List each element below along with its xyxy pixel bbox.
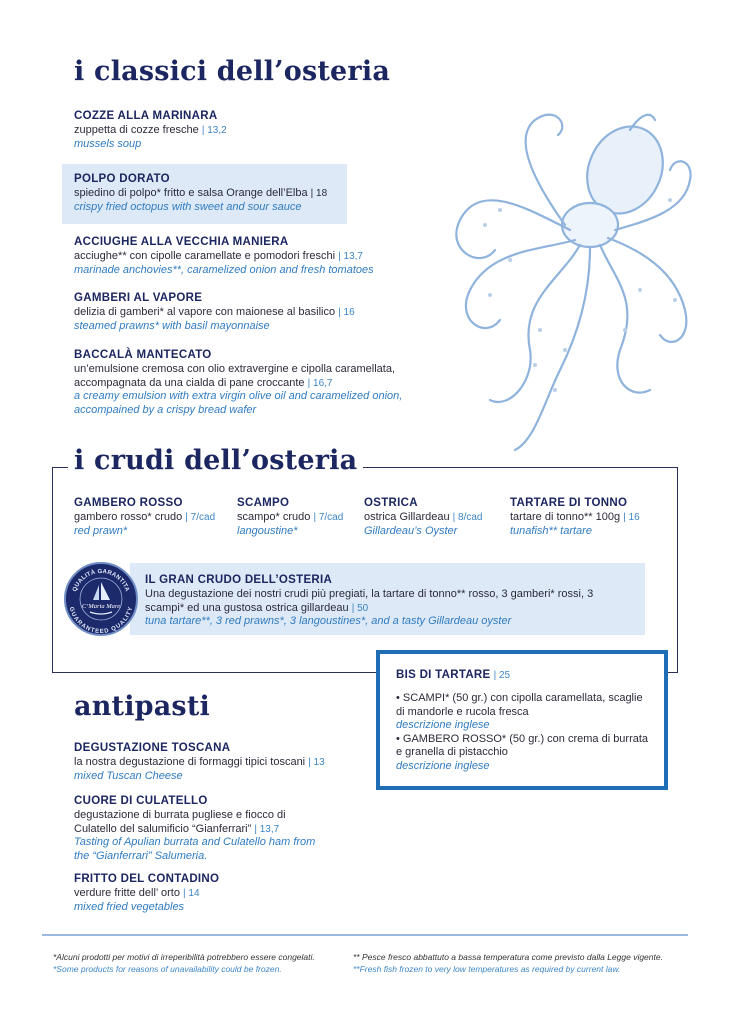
frame-left-line bbox=[52, 467, 53, 672]
item-price: | 25 bbox=[493, 670, 511, 681]
item-english: descrizione inglese bbox=[396, 719, 490, 732]
frame-bottom-line-right bbox=[668, 672, 678, 673]
item-desc: gambero rosso* crudo bbox=[74, 511, 183, 523]
item-desc: • SCAMPI* (50 gr.) con cipolla caramellata, scaglie di mandorle e rucola fresca bbox=[396, 692, 643, 718]
item-english: Tasting of Apulian burrata and Culatello ham from the “Gianferrari” Salumeria. bbox=[74, 836, 316, 862]
footnote-it: ** Pesce fresco abbattuto a bassa temperatura come previsto dalla Legge vigente. bbox=[353, 952, 663, 962]
item-desc: tartare di tonno** 100g bbox=[510, 511, 621, 523]
item-english: a creamy emulsion with extra virgin olive oil and caramelized onion, accompained by a crispy bread wafer bbox=[74, 390, 403, 416]
item-name: ACCIUGHE ALLA VECCHIA MANIERA bbox=[74, 236, 289, 248]
item-desc: ostrica Gillardeau bbox=[364, 511, 450, 523]
item-name: SCAMPO bbox=[237, 497, 290, 509]
item-english: red prawn* bbox=[74, 524, 128, 537]
footnote-it: *Alcuni prodotti per motivi di irreperibilità potrebbero essere congelati. bbox=[53, 952, 315, 962]
item-name: COZZE ALLA MARINARA bbox=[74, 110, 218, 122]
item-price: | 8/cad bbox=[452, 512, 483, 523]
item-price: | 16 bbox=[338, 307, 355, 318]
item-name: CUORE DI CULATELLO bbox=[74, 795, 208, 807]
item-english: steamed prawns* with basil mayonnaise bbox=[74, 319, 270, 332]
item-desc: verdure fritte dell’ orto bbox=[74, 887, 180, 899]
footnote-fresh-fish bbox=[353, 951, 663, 975]
item-price: | 18 bbox=[310, 188, 328, 199]
item-price: | 13 bbox=[308, 757, 325, 768]
quality-badge bbox=[64, 562, 138, 636]
item-english: marinade anchovies**, caramelized onion and fresh tomatoes bbox=[74, 263, 374, 276]
section-title-crudi: i crudi dell’osteria bbox=[68, 445, 363, 476]
item-desc: un’emulsione cremosa con olio extravergine e cipolla caramellata, accompagnata da una cialda di pane croccante bbox=[74, 363, 395, 389]
badge-top-label: QUALITÀ GARANTITA bbox=[72, 568, 130, 593]
frame-right-line bbox=[677, 467, 678, 672]
item-desc: la nostra degustazione di formaggi tipici toscani bbox=[74, 756, 306, 768]
menu-item bbox=[74, 109, 227, 151]
item-price: | 14 bbox=[183, 888, 200, 899]
item-english: langoustine* bbox=[237, 524, 298, 537]
item-desc: delizia di gamberi* al vapore con maionese al basilico bbox=[74, 306, 336, 318]
menu-item bbox=[74, 291, 355, 333]
item-desc: zuppetta di cozze fresche bbox=[74, 124, 199, 136]
menu-item bbox=[74, 172, 327, 214]
item-name: BIS DI TARTARE bbox=[396, 669, 491, 681]
item-price: | 7/cad bbox=[185, 512, 216, 523]
octopus-illustration bbox=[440, 100, 700, 460]
item-english: crispy fried octopus with sweet and sour sauce bbox=[74, 200, 302, 213]
footer-divider bbox=[42, 934, 688, 936]
item-desc: acciughe** con cipolle caramellate e pomodori freschi bbox=[74, 250, 336, 262]
item-desc: degustazione di burrata pugliese e fiocco di Culatello del salumificio “Gianferrari” bbox=[74, 809, 286, 835]
menu-item bbox=[510, 496, 640, 538]
menu-item bbox=[74, 872, 219, 914]
item-price: | 13,2 bbox=[201, 125, 227, 136]
footnote-en: *Some products for reasons of unavailability could be frozen. bbox=[53, 964, 282, 974]
item-name: TARTARE DI TONNO bbox=[510, 497, 628, 509]
item-english: mixed Tuscan Cheese bbox=[74, 769, 183, 782]
menu-item bbox=[364, 496, 483, 538]
item-name: DEGUSTAZIONE TOSCANA bbox=[74, 742, 231, 754]
badge-bottom-label: GUARANTEED QUALITY bbox=[67, 606, 135, 634]
item-name: GAMBERO ROSSO bbox=[74, 497, 183, 509]
item-english: descrizione inglese bbox=[396, 759, 490, 772]
badge-middle-label: C’Maria Mare bbox=[81, 603, 121, 610]
section-title-antipasti: antipasti bbox=[74, 691, 210, 722]
item-english: Gillardeau’s Oyster bbox=[364, 524, 458, 537]
menu-item bbox=[74, 235, 374, 277]
item-desc: spiedino di polpo* fritto e salsa Orange dell’Elba bbox=[74, 187, 308, 199]
menu-item-gran-crudo bbox=[145, 573, 625, 629]
section-title-classici: i classici dell’osteria bbox=[74, 56, 391, 87]
item-name: IL GRAN CRUDO DELL’OSTERIA bbox=[145, 574, 333, 586]
item-desc: • GAMBERO ROSSO* (50 gr.) con crema di burrata e granella di pistacchio bbox=[396, 732, 649, 759]
item-english: tunafish** tartare bbox=[510, 524, 592, 537]
item-english: mussels soup bbox=[74, 137, 142, 150]
menu-item bbox=[74, 348, 469, 417]
item-name: FRITTO DEL CONTADINO bbox=[74, 873, 220, 885]
menu-item bbox=[74, 794, 324, 863]
menu-item bbox=[74, 496, 215, 538]
item-price: | 13,7 bbox=[338, 251, 363, 262]
frame-bottom-line bbox=[52, 672, 376, 673]
item-name: BACCALÀ MANTECATO bbox=[74, 349, 212, 361]
item-price: | 16,7 bbox=[307, 377, 333, 389]
item-price: | 50 bbox=[351, 602, 369, 614]
menu-item-bis bbox=[396, 668, 651, 774]
sailboat-icon bbox=[66, 564, 136, 634]
item-desc: scampo* crudo bbox=[237, 511, 311, 523]
menu-item bbox=[237, 496, 343, 538]
item-price: | 16 bbox=[623, 512, 640, 523]
footnote-en: **Fresh fish frozen to very low temperatures as required by current law. bbox=[353, 964, 621, 974]
item-english: mixed fried vegetables bbox=[74, 900, 185, 913]
item-name: POLPO DORATO bbox=[74, 173, 170, 185]
footnote-frozen bbox=[53, 951, 315, 975]
item-name: OSTRICA bbox=[364, 497, 418, 509]
menu-item bbox=[74, 741, 325, 783]
item-name: GAMBERI AL VAPORE bbox=[74, 292, 203, 304]
item-price: | 7/cad bbox=[313, 512, 344, 523]
item-price: | 13,7 bbox=[254, 823, 280, 835]
item-desc: Una degustazione dei nostri crudi più pregiati, la tartare di tonno** rosso, 3 gamberi* rossi, 3 scampi* ed una gustosa ostrica gillardeau bbox=[145, 588, 594, 614]
item-english: tuna tartare**, 3 red prawns*, 3 langoustines*, and a tasty Gillardeau oyster bbox=[145, 615, 512, 628]
